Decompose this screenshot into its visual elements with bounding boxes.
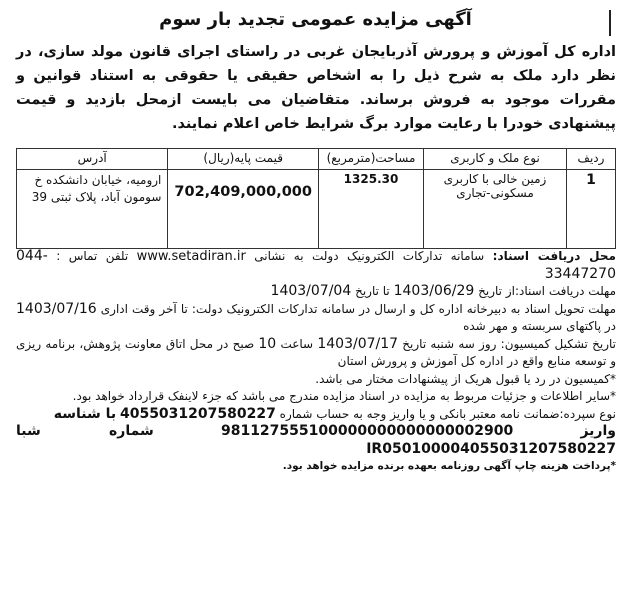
property-table [16, 148, 616, 249]
delivery-line [16, 301, 616, 336]
deposit-line [16, 406, 616, 424]
delivery-text: مهلت تحویل اسناد به دبیرخانه اداره کل و ارسال در سامانه تدارکات الکترونیک دولت: تا آخر وقت اداری [100, 301, 616, 316]
sheba-number: IR050100004055031207580227 [366, 440, 616, 457]
commission-hour-text: ساعت [280, 336, 314, 351]
shenase-label: با شناسه [53, 405, 117, 422]
phone-label: تلفن تماس : [56, 249, 129, 263]
table-row [17, 170, 616, 249]
footer-note: *پرداخت هزینه چاپ آگهی روزنامه بعهده برنده مزایده خواهد بود. [282, 460, 616, 472]
account-number: 4055031207580227 [119, 405, 276, 422]
deposit-text: نوع سپرده:ضمانت نامه معتبر بانکی و یا واریز وجه به حساب شماره [279, 406, 616, 421]
commission-place: صبح در محل اتاق معاونت پژوهش، برنامه ریزی و توسعه منابع واقع در اداره کل آموزش و پرورش استان [16, 336, 616, 368]
header-base-price: قیمت پایه(ریال) [168, 149, 319, 170]
commission-line [16, 336, 616, 371]
table-header-row [17, 149, 616, 170]
commission-hour: 10 [258, 335, 277, 352]
notice-intro: اداره کل آموزش و پرورش آذربایجان غربی در راستای اجرای قانون مولد سازی، در نظر دارد ملک به شرح ذیل را به اشخاص حقیقی یا حقوقی به استناد قوانین و مقررات موجود به فروش برساند. متقاضیان می بایست ازمحل بازدید و قیمت پیشنهادی خودرا با رعایت موارد برگ شرایط خاص اعلام نمایند. [16, 44, 616, 132]
receive-deadline-text: مهلت دریافت اسناد:از تاریخ [478, 284, 616, 298]
delivery-date: 1403/07/16 [16, 300, 97, 317]
cell-property-type: زمین خالی با کاربری مسکونی-تجاری [424, 170, 567, 249]
cell-base-price [168, 170, 319, 249]
sheba-line [16, 441, 616, 459]
base-price-value: 702,409,000,000 [174, 184, 312, 200]
notice-details [16, 248, 616, 476]
notice-title: آگهی مزایده عمومی تجدید بار سوم [159, 9, 472, 30]
header-address: آدرس [17, 149, 168, 170]
phone-number: 044-33447270 [16, 248, 616, 282]
receive-from-date: 1403/06/29 [393, 283, 475, 299]
cell-row-number: 1 [567, 170, 616, 249]
receive-label: محل دریافت اسناد: [492, 249, 616, 263]
cell-area: 1325.30 [319, 170, 424, 249]
website-link[interactable]: www.setadiran.ir [136, 249, 246, 264]
commission-text: تاریخ تشکیل کمیسیون: روز سه شنبه تاریخ [402, 336, 616, 351]
variz-line [16, 423, 616, 441]
variz-label: واریز [580, 423, 616, 439]
cell-address: ارومیه، خیابان دانشکده خ سومون آباد، پلاک ثبتی 39 [17, 170, 168, 249]
sheba-label: شماره شبا [16, 423, 154, 439]
receive-text: سامانه تدارکات الکترونیک دولت به نشانی [254, 249, 485, 263]
header-row-number: ردیف [567, 149, 616, 170]
bullet-commission-right: *کمیسیون در رد یا قبول هریک از پیشنهادات مختار می باشد. [315, 371, 616, 386]
header-area: مساحت(مترمربع) [319, 149, 424, 170]
bullet-other-info: *سایر اطلاعات و جزئیات مربوط به مزایده در اسناد مزایده مندرج می باشد که جزء لاینفک قرارداد خواهد بود. [72, 389, 616, 403]
shenase-number: 981127555100000000000000002900 [220, 423, 514, 439]
header-property-type: نوع ملک و کاربری [424, 149, 567, 170]
receive-deadline-line [16, 283, 616, 301]
delivery-suffix: در پاکتهای سربسته و مهر شده [463, 319, 616, 333]
receive-to-text: تا تاریخ [355, 284, 390, 298]
commission-date: 1403/07/17 [317, 335, 399, 352]
receive-location-line [16, 248, 616, 283]
receive-to-date: 1403/07/04 [270, 283, 352, 299]
